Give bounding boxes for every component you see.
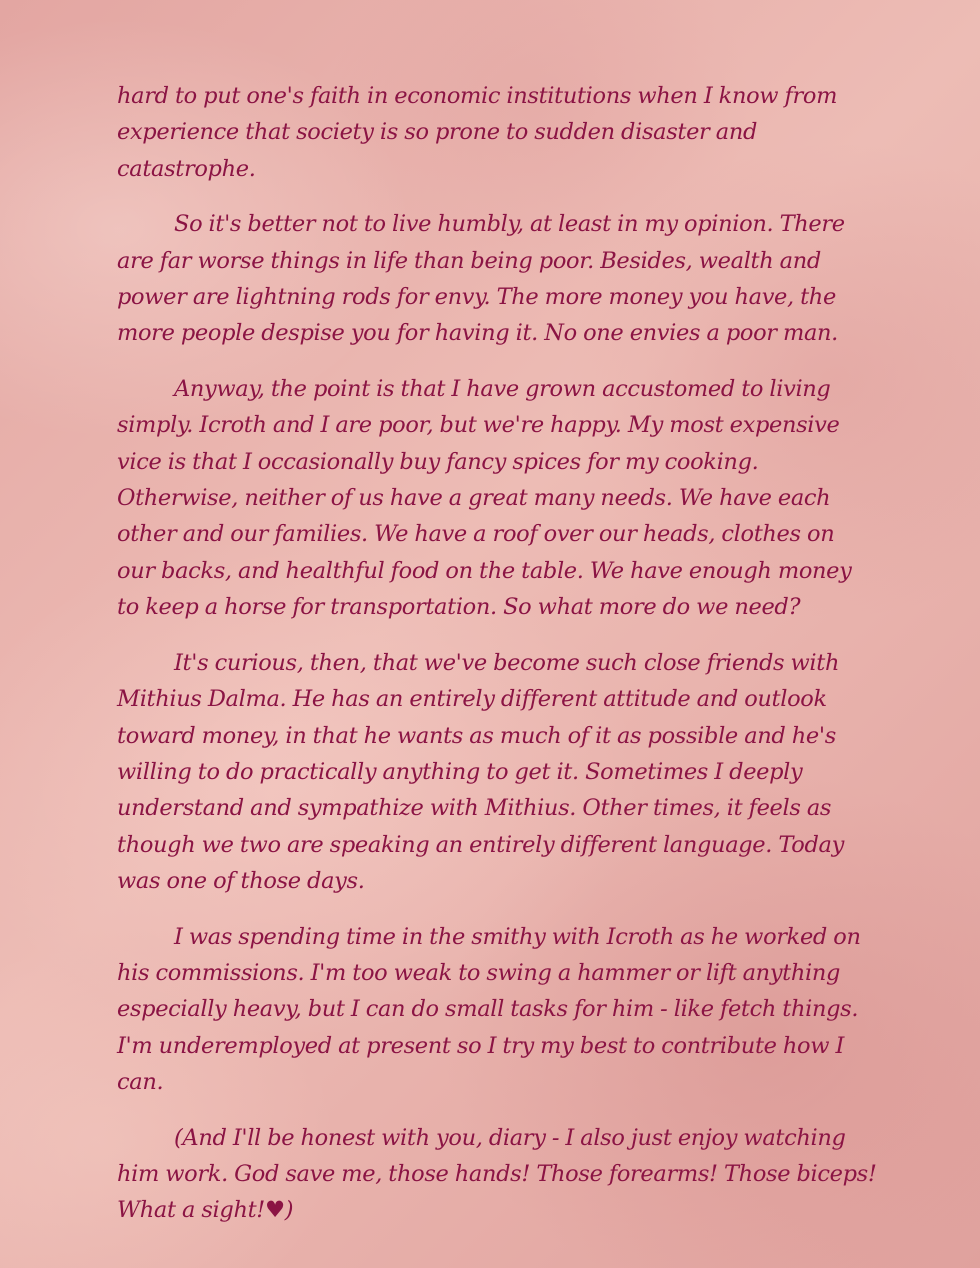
diary-paragraph: It's curious, then, that we've become such close friends with Mithius Dalma. He has an entirely different attitude and outlook toward money, in that he wants as much of it as possible and he's willing to do practically anything to get it. Sometimes I deeply understand and sympathize with Mithius. Other times, it feels as though we two are speaking an entirely different language. Today was one of those days. [117,649,844,895]
diary-paragraph: Anyway, the point is that I have grown accustomed to living simply. Icroth and I are poor, but we're happy. My most expensive vice is that I occasionally buy fancy spices for my cooking. Otherwise, neither of us have a great many needs. We have each other and our families. We have a roof over our heads, clothes on our backs, and healthful food on the table. We have enough money to keep a horse for transportation. So what more do we need? [117,375,852,621]
diary-paragraph: (And I'll be honest with you, diary - I also just enjoy watching him work. God save me, those hands! Those forearms! Those biceps! What a sight!♥) [117,1124,877,1224]
diary-paragraph: So it's better not to live humbly, at least in my opinion. There are far worse things in life than being poor. Besides, wealth and power are lightning rods for envy. The more money you have, the more people despise you for having it. No one envies a poor man. [117,211,845,347]
diary-page [117,78,877,1248]
diary-paragraph: hard to put one's faith in economic institutions when I know from experience that society is so prone to sudden disaster and catastrophe. [117,83,838,182]
diary-paragraph: I was spending time in the smithy with Icroth as he worked on his commissions. I'm too weak to swing a hammer or lift anything especially heavy, but I can do small tasks for him - like fetch things. I'm underemployed at present so I try my best to contribute how I can. [117,923,861,1096]
